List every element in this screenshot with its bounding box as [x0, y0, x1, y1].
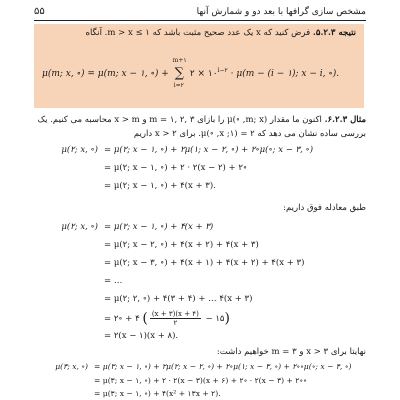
- block2-line-7: = ۲(x − ۱)(x + ۸).: [104, 331, 179, 341]
- result-formula: [42, 57, 340, 89]
- frac-prefix: = ۲∘ + ۴: [104, 314, 140, 324]
- frac-suffix: − ۱۵: [205, 314, 225, 324]
- block2-eq-1: = μ(۲; x − ۱, ∘) + ۴(x + ۳): [104, 222, 214, 232]
- running-title: مشخص سازی گرافها با بعد دو و شمارش آنها: [196, 7, 366, 17]
- example-line-1: [38, 115, 366, 125]
- example-text-1: اکنون ما مقدار (m; x, ∘)μ را بازای ۳ ,۲ ,۱ = m و x > m محاسبه می کنیم. یک: [37, 115, 322, 125]
- sum-symbol: ∑ m+۱ i=۲: [172, 57, 187, 89]
- block1-line-3: = μ(۲; x − ۱, ∘) + ۴(x + ۳).: [104, 181, 216, 191]
- page-number: ۵۵: [34, 6, 45, 17]
- block3-line-3: = μ(۳; x − ۱, ∘) + ۴(x² + ۱۳x + ۲).: [94, 389, 221, 398]
- result-label: نتیجه ۵.۲.۳.: [312, 28, 356, 38]
- block3-lhs: μ(۳; x, ∘): [55, 362, 88, 371]
- block1-line-1: [61, 145, 314, 155]
- result-statement: [86, 28, 357, 38]
- formula-left: μ(m; x, ∘) = μ(m; x − ۱, ∘) +: [42, 69, 169, 79]
- block2-line-6: [104, 310, 230, 327]
- block2-line-4: = …: [104, 276, 123, 286]
- block1-lhs: μ(۲; x, ∘): [61, 145, 98, 155]
- fraction-denominator: ۲: [173, 319, 178, 327]
- example-label: مثال ۶.۲.۳.: [324, 115, 366, 125]
- block1-line-2: = μ(۲; x − ۱, ∘) + ۲ · ۲(x − ۲) + ۲∘: [104, 163, 248, 173]
- formula-exponent: i−۲: [217, 67, 228, 74]
- example-line-2: بررسی ساده نشان می دهد که ۲ = (۱; x, ∘)μ. برای ۲ < x داریم: [133, 129, 366, 139]
- formula-right-2: · μ(m − (i − ۱); x − i, ∘).: [230, 69, 340, 79]
- block1-eq-1: = μ(۲; x − ۱, ∘) + ۲μ(۱; x − ۲, ∘) + ۲∘μ(∘; x − ۳, ∘): [104, 145, 314, 155]
- paren-close: ): [224, 310, 230, 327]
- block2-line-2: = μ(۲; x − ۲, ∘) + ۴(x + ۲) + ۴(x + ۳): [104, 240, 259, 250]
- result-box: [34, 24, 364, 108]
- fraction-numerator: (x + ۳)(x + ۴): [151, 310, 199, 318]
- block3-eq-1: = μ(۳; x − ۱, ∘) + ۲μ(۲; x − ۲, ∘) + ۲∘μ(۱; x − ۳, ∘) + ۲∘∘μ(∘; x − ۴, ∘): [94, 362, 352, 371]
- formula-right-1: ۲ × ۱۰: [189, 69, 218, 79]
- block2-line-5: = μ(۲; ۲, ∘) + ۴(۳ + ۴) + … ۴(x + ۳): [104, 294, 253, 304]
- block3-line-2: = μ(۳; x − ۱, ∘) + ۲ · ۲(x − ۳)(x + ۶) + ۲∘ · ۲(x − ۳) + ۲∘∘: [94, 376, 307, 385]
- text-3: نهایتا برای ۳ < x و ۳ = m خواهیم داشت:: [216, 347, 366, 357]
- block2-line-1: [61, 222, 214, 232]
- fraction: [150, 310, 201, 327]
- block2-lhs: μ(۲; x, ∘): [61, 222, 98, 232]
- result-text: فرض کنید که x یک عدد صحیح مثبت باشد که ۱ ≥ m > x. آنگاه: [85, 28, 311, 38]
- sum-upper: m+۱: [172, 57, 187, 64]
- paren-open: (: [142, 310, 148, 327]
- block3-line-1: [55, 362, 352, 371]
- sum-lower: i=۲: [173, 82, 184, 89]
- text-2: طبق معادله فوق داریم:: [283, 203, 366, 213]
- block2-line-3: = μ(۲; x − ۳, ∘) + ۴(x + ۱) + ۴(x + ۲) + ۴(x + ۳): [104, 258, 305, 268]
- page-header: [34, 6, 366, 21]
